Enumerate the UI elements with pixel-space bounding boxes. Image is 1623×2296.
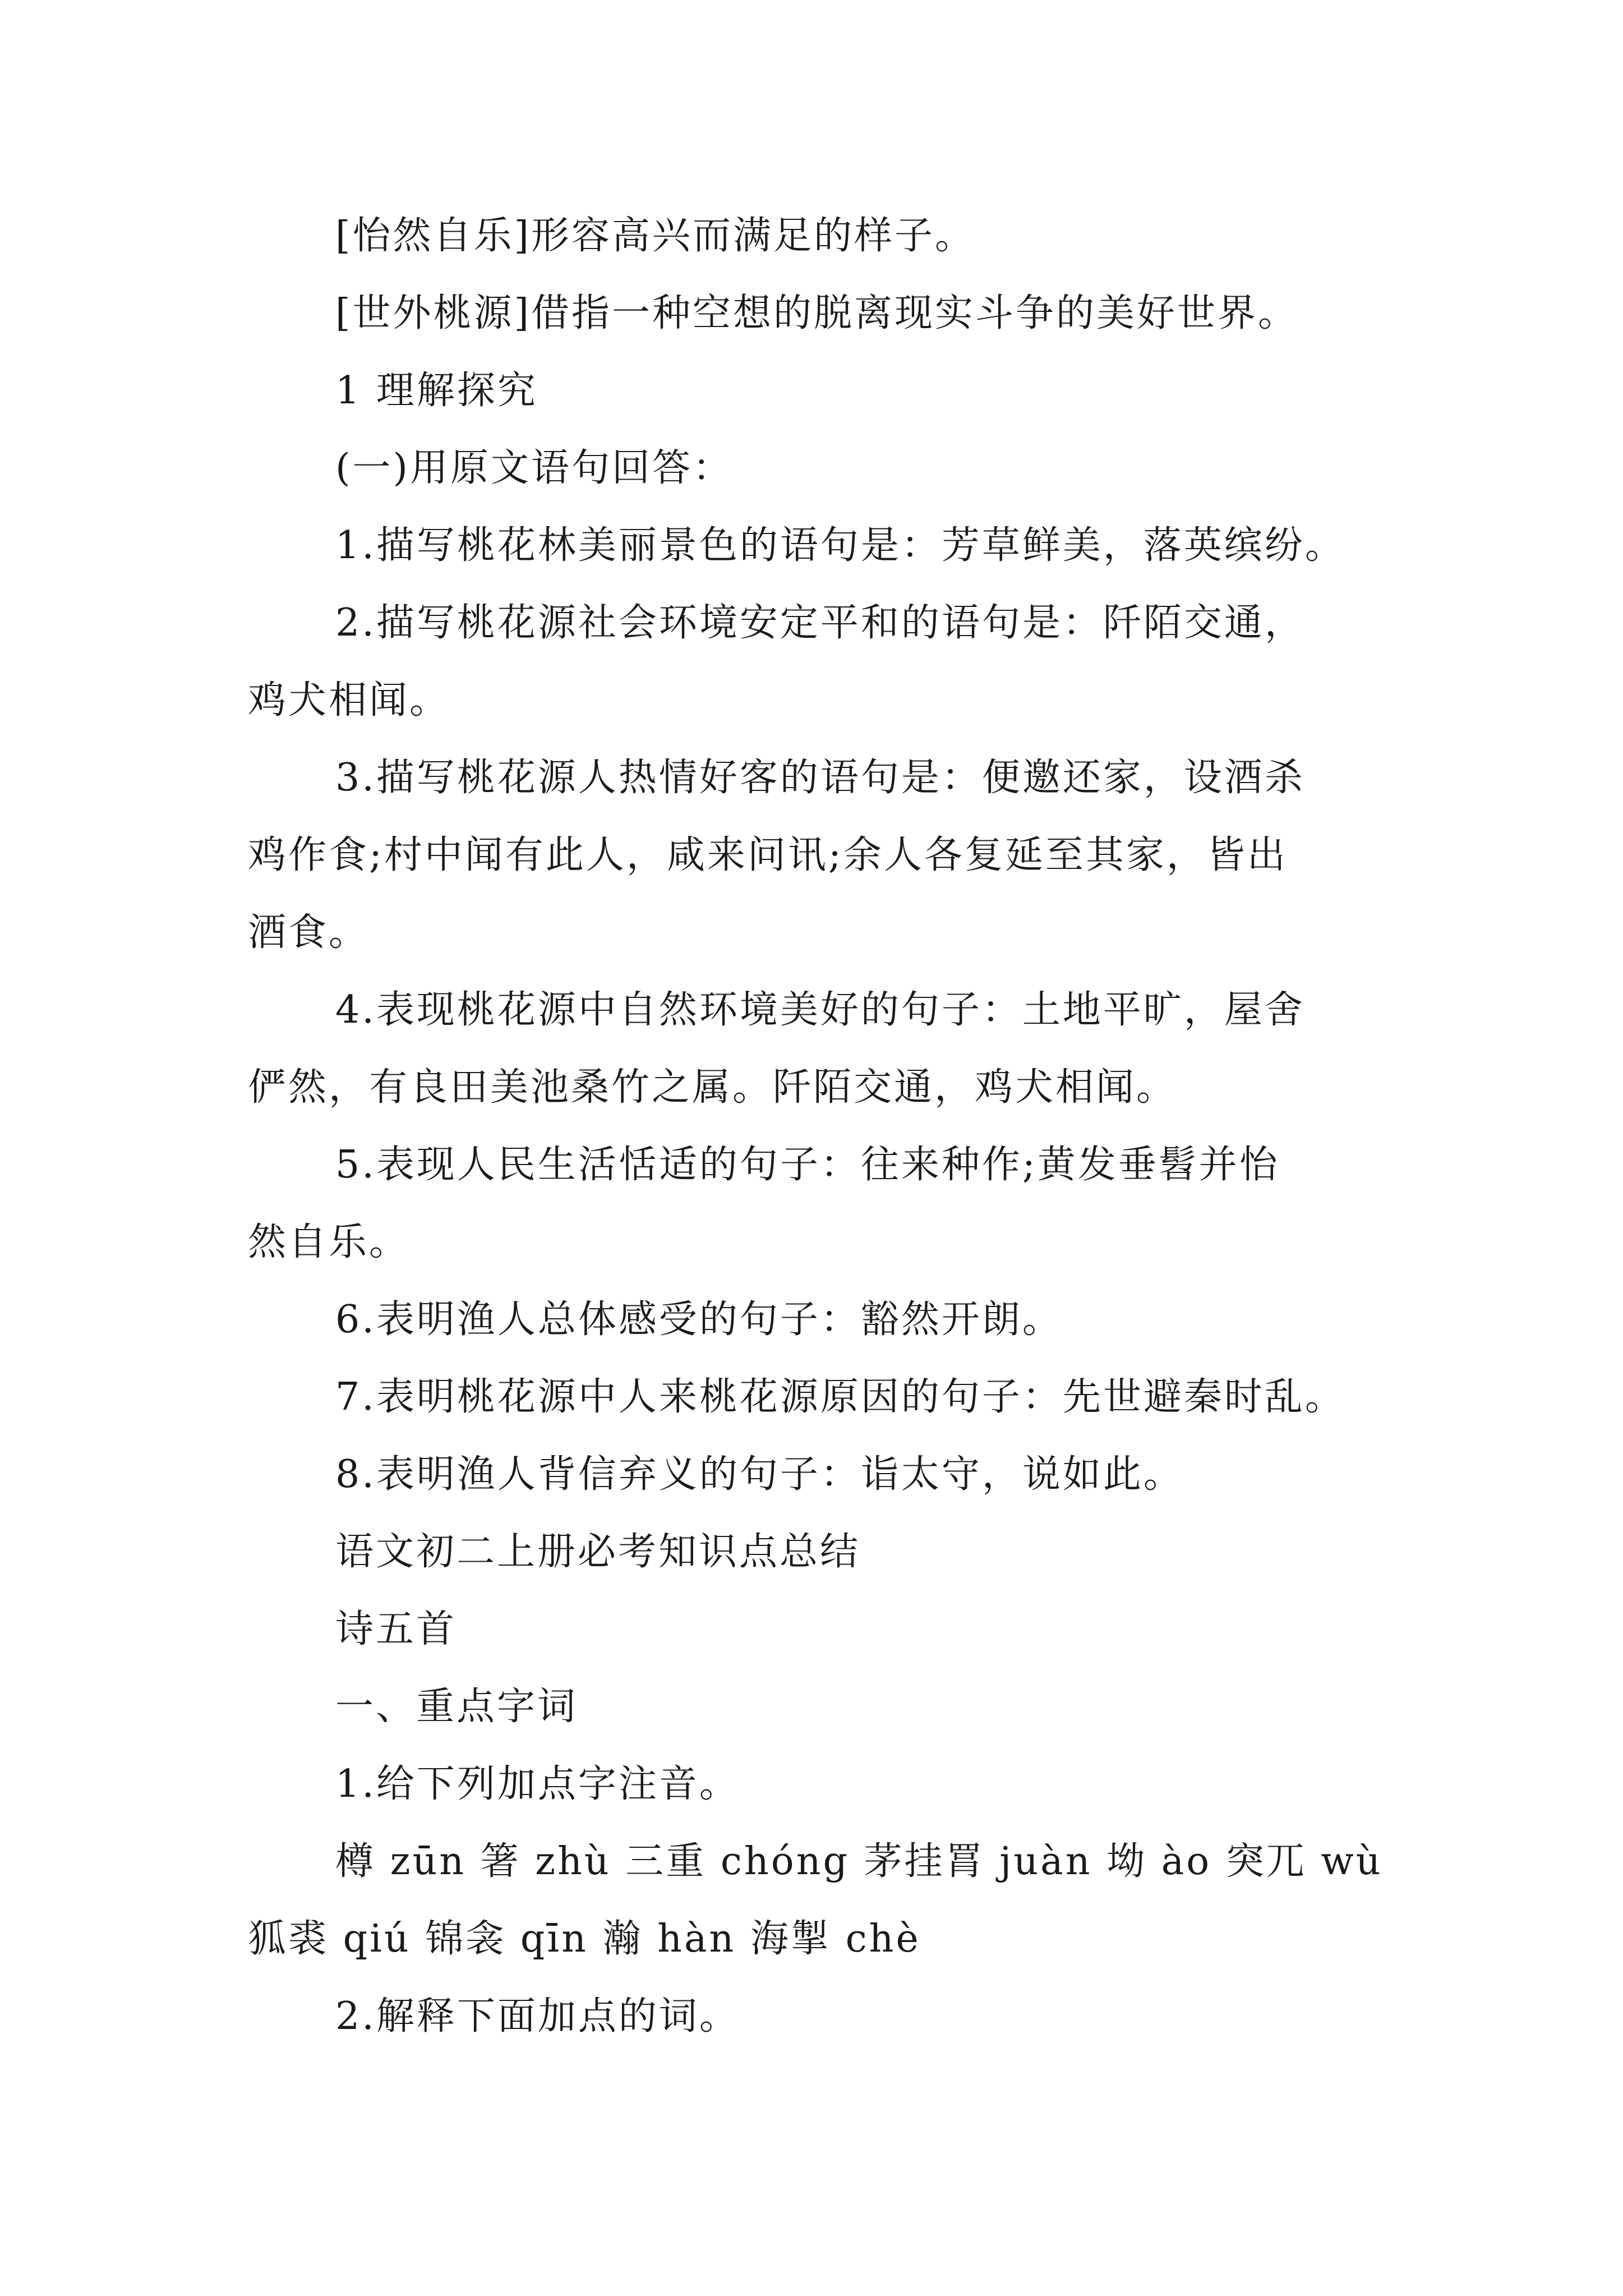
subsection-heading: (一)用原文语句回答： — [335, 446, 734, 490]
exercise-item-1: 1.给下列加点字注音。 — [335, 1762, 740, 1806]
answer-item-5-cont: 然自乐。 — [248, 1220, 410, 1264]
answer-item-3-cont: 鸡作食;村中闻有此人，咸来问讯;余人各复延至其家，皆出 — [248, 833, 1288, 877]
answer-item-7: 7.表明桃花源中人来桃花源原因的句子：先世避秦时乱。 — [335, 1375, 1345, 1419]
answer-item-3-cont2: 酒食。 — [248, 910, 370, 955]
pinyin-line-1: 樽 zūn 箸 zhù 三重 chóng 茅挂罥 juàn 坳 ào 突兀 wù — [335, 1839, 1383, 1884]
answer-item-2: 2.描写桃花源社会环境安定平和的语句是：阡陌交通， — [335, 601, 1305, 645]
answer-item-4: 4.表现桃花源中自然环境美好的句子：土地平旷，屋舍 — [335, 988, 1305, 1032]
answer-item-5: 5.表现人民生活恬适的句子：往来种作;黄发垂髫并怡 — [335, 1143, 1280, 1187]
document-title: 语文初二上册必考知识点总结 — [335, 1530, 861, 1574]
exercise-item-2: 2.解释下面加点的词。 — [335, 1994, 740, 2039]
section-heading-keywords: 一、重点字词 — [335, 1685, 578, 1729]
answer-item-8: 8.表明渔人背信弃义的句子：诣太守，说如此。 — [335, 1452, 1184, 1497]
paragraph-line-1: [怡然自乐]形容高兴而满足的样子。 — [335, 214, 976, 258]
answer-item-3: 3.描写桃花源人热情好客的语句是：便邀还家，设酒杀 — [335, 756, 1305, 800]
paragraph-line-2: [世外桃源]借指一种空想的脱离现实斗争的美好世界。 — [335, 291, 1299, 335]
answer-item-1: 1.描写桃花林美丽景色的语句是：芳草鲜美，落英缤纷。 — [335, 523, 1345, 568]
answer-item-6: 6.表明渔人总体感受的句子：豁然开朗。 — [335, 1297, 1063, 1342]
chapter-title: 诗五首 — [335, 1607, 457, 1651]
answer-item-2-cont: 鸡犬相闻。 — [248, 678, 450, 723]
pinyin-line-2: 狐裘 qiú 锦衾 qīn 瀚 hàn 海掣 chè — [248, 1917, 921, 1961]
section-heading: 1 理解探究 — [335, 369, 538, 413]
answer-item-4-cont: 俨然，有良田美池桑竹之属。阡陌交通，鸡犬相闻。 — [248, 1065, 1177, 1110]
